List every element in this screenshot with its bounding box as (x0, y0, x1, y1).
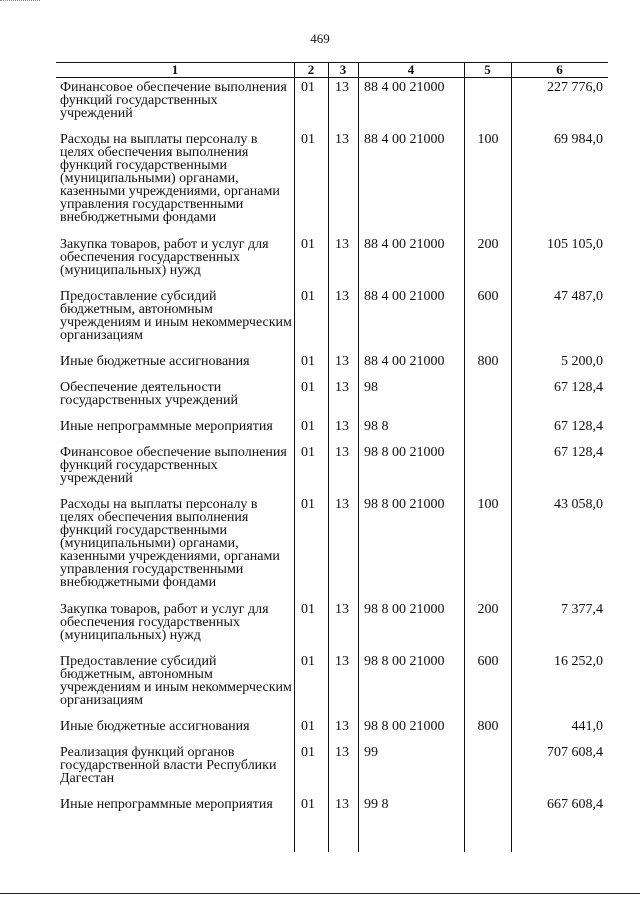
row-subsection: 13 (335, 602, 349, 617)
column-divider (294, 62, 295, 852)
row-amount: 7 377,4 (561, 602, 603, 617)
row-target-code: 88 4 00 21000 (364, 237, 445, 252)
row-subsection: 13 (335, 445, 349, 460)
row-subsection: 13 (335, 354, 349, 369)
row-target-code: 88 4 00 21000 (364, 289, 445, 304)
row-amount: 67 128,4 (554, 380, 603, 395)
row-amount: 16 252,0 (554, 654, 603, 669)
row-name: Расходы на выплаты персоналу в целях обеспечения выполнения функций государственными (муниципальными) органами, казенными учреждениями, органами управления государственными внебюджетными фондами (60, 497, 280, 590)
row-target-code: 99 8 (364, 797, 389, 812)
row-expense-type: 800 (477, 354, 499, 369)
row-expense-type: 600 (477, 654, 499, 669)
row-expense-type: 100 (477, 132, 499, 147)
row-amount: 105 105,0 (547, 237, 603, 252)
row-target-code: 88 4 00 21000 (364, 132, 445, 147)
row-amount: 43 058,0 (554, 497, 603, 512)
row-amount: 69 984,0 (554, 132, 603, 147)
row-section: 01 (301, 745, 315, 760)
row-section: 01 (301, 497, 315, 512)
row-target-code: 99 (364, 745, 378, 760)
row-subsection: 13 (335, 289, 349, 304)
row-subsection: 13 (335, 745, 349, 760)
column-divider (511, 62, 512, 852)
row-amount: 67 128,4 (554, 445, 603, 460)
row-subsection: 13 (335, 132, 349, 147)
row-expense-type: 100 (477, 497, 499, 512)
row-section: 01 (301, 237, 315, 252)
row-subsection: 13 (335, 497, 349, 512)
row-amount: 227 776,0 (547, 80, 603, 95)
row-section: 01 (301, 419, 315, 434)
scan-edge-mark (0, 0, 40, 3)
row-target-code: 98 8 00 21000 (364, 445, 445, 460)
row-section: 01 (301, 602, 315, 617)
row-amount: 5 200,0 (561, 354, 603, 369)
row-name: Закупка товаров, работ и услуг для обеспечения государственных (муниципальных) нужд (60, 237, 269, 278)
row-name: Иные непрограммные мероприятия (60, 797, 273, 812)
row-section: 01 (301, 797, 315, 812)
row-name: Иные бюджетные ассигнования (60, 719, 250, 734)
row-target-code: 98 8 (364, 419, 389, 434)
header-col-2: 2 (307, 62, 315, 77)
row-section: 01 (301, 380, 315, 395)
row-section: 01 (301, 719, 315, 734)
table-header (56, 62, 608, 78)
row-name: Расходы на выплаты персоналу в целях обеспечения выполнения функций государственными (муниципальными) органами, казенными учреждениями, органами управления государственными внебюджетными фондами (60, 132, 280, 225)
row-subsection: 13 (335, 237, 349, 252)
row-name: Предоставление субсидий бюджетным, автономным учреждениям и иным некоммерческим организациям (60, 654, 292, 708)
row-target-code: 88 4 00 21000 (364, 80, 445, 95)
column-divider (464, 62, 465, 852)
row-target-code: 98 8 00 21000 (364, 719, 445, 734)
scan-bottom-edge (0, 893, 640, 894)
row-expense-type: 800 (477, 719, 499, 734)
row-amount: 667 608,4 (547, 797, 603, 812)
row-amount: 441,0 (571, 719, 603, 734)
row-name: Реализация функций органов государственной власти Республики Дагестан (60, 745, 277, 786)
row-section: 01 (301, 80, 315, 95)
row-target-code: 98 8 00 21000 (364, 602, 445, 617)
row-section: 01 (301, 132, 315, 147)
row-name: Иные бюджетные ассигнования (60, 354, 250, 369)
column-divider (358, 62, 359, 852)
header-col-1: 1 (171, 62, 179, 77)
row-subsection: 13 (335, 419, 349, 434)
row-name: Финансовое обеспечение выполнения функций государственных учреждений (60, 80, 287, 121)
row-expense-type: 200 (477, 602, 499, 617)
budget-table (56, 62, 608, 852)
row-expense-type: 200 (477, 237, 499, 252)
row-target-code: 88 4 00 21000 (364, 354, 445, 369)
row-name: Иные непрограммные мероприятия (60, 419, 273, 434)
row-subsection: 13 (335, 654, 349, 669)
header-col-4: 4 (407, 62, 415, 77)
row-subsection: 13 (335, 719, 349, 734)
row-name: Финансовое обеспечение выполнения функций государственных учреждений (60, 445, 287, 486)
row-target-code: 98 (364, 380, 378, 395)
row-subsection: 13 (335, 380, 349, 395)
header-col-5: 5 (484, 62, 491, 77)
row-amount: 707 608,4 (547, 745, 603, 760)
row-section: 01 (301, 354, 315, 369)
row-name: Закупка товаров, работ и услуг для обеспечения государственных (муниципальных) нужд (60, 602, 269, 643)
row-amount: 47 487,0 (554, 289, 603, 304)
header-col-3: 3 (339, 62, 347, 77)
row-section: 01 (301, 654, 315, 669)
row-section: 01 (301, 445, 315, 460)
page-number: 469 (310, 31, 330, 46)
row-subsection: 13 (335, 797, 349, 812)
row-target-code: 98 8 00 21000 (364, 497, 445, 512)
row-section: 01 (301, 289, 315, 304)
row-name: Обеспечение деятельности государственных учреждений (60, 380, 238, 408)
header-col-6: 6 (556, 62, 563, 77)
row-expense-type: 600 (477, 289, 499, 304)
column-divider (328, 62, 329, 852)
row-subsection: 13 (335, 80, 349, 95)
row-name: Предоставление субсидий бюджетным, автономным учреждениям и иным некоммерческим организациям (60, 289, 292, 343)
row-target-code: 98 8 00 21000 (364, 654, 445, 669)
row-amount: 67 128,4 (554, 419, 603, 434)
